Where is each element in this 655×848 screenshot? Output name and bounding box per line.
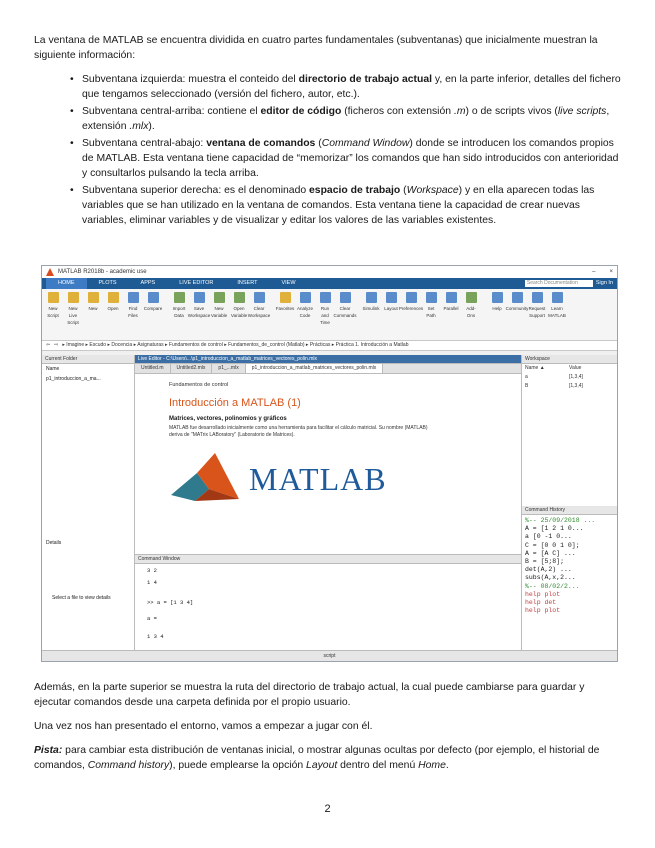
new-variable-button[interactable] [212,292,226,319]
ribbon-label: Run and Time [320,306,330,325]
document-body [34,33,624,230]
path-bar[interactable] [42,341,617,351]
compare-button[interactable] [143,292,163,326]
new-live-script-icon [68,292,79,303]
star-icon [280,292,291,303]
ribbon-label: Preferences [398,306,424,311]
path-icon [426,292,437,303]
window-title: MATLAB R2018b - academic use [58,268,147,275]
cmd-output-line: a = [147,615,157,622]
cmd-output-line: 3 2 [147,567,157,574]
preferences-button[interactable] [398,292,424,319]
parallel-button[interactable] [444,292,458,319]
current-folder-pane [42,355,135,651]
ribbon-label: Community [505,306,529,311]
tab-live-editor[interactable]: LIVE EDITOR [179,280,214,286]
layout-icon [386,292,397,303]
ribbon-group-resources [490,292,564,319]
paragraph-path: Además, en la parte superior se muestra la ruta del directorio de trabajo actual, la cual puede cambiarse para guardar y ejecutar comandos desde una carpeta definida por el propio usuario. [34,682,585,708]
history-item[interactable]: C = [0 0 1 0]; [525,541,580,549]
bullet-bold: ventana de comandos [206,138,316,149]
compare-icon [148,292,159,303]
clock-icon [320,292,331,303]
add-ons-button[interactable] [464,292,478,319]
forward-arrow-icon[interactable]: ⇨ [54,342,59,348]
pane-area [42,355,617,651]
history-item[interactable]: %-- 08/02/2... [525,582,580,590]
bullet-text: Subventana superior derecha: es el denominado [82,185,310,196]
bullet-text: ) y en ella aparecen todas las variables que se han utilizado en la ventana de comandos. Esta ventana tiene la capacidad de crear nuevas variables, eliminar variables y de visualizar y editar los valores de las variables existentes. [82,185,595,226]
ribbon-label: New [88,306,98,311]
command-window-title: Command Window [135,555,521,564]
import-icon [174,292,185,303]
ribbon-label: Learn MATLAB [548,306,566,318]
editor-tab[interactable]: Untitled2.mlx [171,364,213,373]
editor-tabs [135,364,521,374]
history-item[interactable]: det(A,2) ... [525,566,572,574]
cmd-output-line: 1 3 4 [147,633,164,640]
history-item[interactable]: %-- 25/09/2018 ... [525,517,596,524]
simulink-button[interactable] [364,292,378,319]
bullet-text: ) donde se introducen los comandos propios de MATLAB. Esta ventana tiene capacidad de “memorizar” los comandos que han sido introducidos con anterioridad y consultarlos pulsando la tecla arriba. [82,138,619,179]
bullet-text: Subventana central-abajo: [82,138,207,149]
workspace-space [522,391,617,506]
ribbon-group-variable [172,292,271,319]
ribbon-label: New Live Script [67,306,79,325]
tip-italic: Layout [306,760,338,771]
ws-col-name[interactable]: Name ▲ [525,365,545,371]
bullet-text: y, en la parte inferior, detalles del fichero que tengamos seleccionado (versión del fichero, autor, etc.). [82,74,621,100]
workspace-row[interactable] [522,382,617,391]
cmd-input-line: >> a = [1 3 4] [147,599,194,606]
history-item[interactable]: A = [A C] ... [525,549,576,557]
history-title: Command History [522,506,617,515]
page-number: 2 [324,803,331,815]
bullet-editor-pane [34,104,624,134]
ribbon-label: Open [107,306,119,311]
ribbon-label: New Script [47,306,59,318]
history-item[interactable]: subs(A,x,2... [525,574,576,582]
live-heading: Matrices, vectores, polinomios y gráficos [169,416,287,422]
details-label: Details [46,540,62,546]
support-icon [532,292,543,303]
ribbon-label: Find Files [128,306,138,318]
import-data-button[interactable] [172,292,186,319]
command-history[interactable] [522,515,617,651]
ribbon-label: New Variable [210,306,228,318]
membrane-logo-icon [169,451,249,507]
live-paragraph: MATLAB fue desarrollado inicialmente como una herramienta para facilitar el cálculo matricial. Su nombre (MATLAB) deriva de "MATrix LABoratory" (Laboratorio de Matrices). [169,425,428,438]
save-workspace-button[interactable] [187,292,211,319]
request-support-button[interactable] [530,292,544,319]
closing-text [34,680,624,782]
tab-home[interactable]: HOME [46,278,87,289]
ws-var-value: [1,3,4] [569,374,583,380]
find-files-icon [128,292,139,303]
window-controls [592,269,613,276]
open-button[interactable] [106,292,120,326]
tip-italic: Command history [87,760,170,771]
bullet-command-pane [34,136,624,181]
workspace-title: Workspace [522,355,617,364]
command-window[interactable] [135,555,521,651]
history-item[interactable]: help plot [525,607,561,615]
bullet-text: Subventana central-arriba: contiene el [82,106,261,117]
simulink-icon [366,292,377,303]
tip-italic: Home [418,760,446,771]
history-item[interactable]: help det [525,599,557,607]
sign-in-link[interactable]: Sign In [595,280,613,286]
bullet-text: ( [315,138,322,149]
tip-paragraph [34,743,624,773]
tab-view[interactable]: VIEW [281,280,296,286]
favorites-button[interactable] [275,292,295,326]
bullet-italic: Command Window [321,138,410,149]
tip-text: ), puede emplearse la opción [169,760,307,771]
current-folder-title: Current Folder [42,355,134,364]
ribbon-label: Clear Commands [333,306,357,318]
tip-label: Pista: [34,745,63,756]
variable-icon [214,292,225,303]
open-variable-button[interactable] [232,292,246,319]
bullet-bold: editor de código [260,106,342,117]
bullet-italic: live scripts [557,106,607,117]
learn-matlab-button[interactable] [550,292,564,319]
ribbon-label: Clear Workspace [247,306,271,318]
bullet-bold: directorio de trabajo actual [298,74,433,85]
folder-file-item[interactable]: p1_introduccion_a_ma... [46,376,101,382]
new-live-script-button[interactable] [66,292,80,326]
workspace-row[interactable] [522,373,617,382]
add-ons-icon [466,292,477,303]
details-placeholder: Select a file to view details [52,595,111,601]
bullet-workspace-pane [34,183,624,228]
workspace-header [522,364,617,373]
new-script-icon [48,292,59,303]
live-title: Introducción a MATLAB (1) [169,397,301,409]
clear-commands-button[interactable] [333,292,357,326]
new-button[interactable] [86,292,100,326]
ws-col-value[interactable]: Value [569,365,582,371]
ribbon-label: Import Data [172,306,186,318]
ribbon-toolbar [42,289,617,341]
tab-apps[interactable]: APPS [140,280,156,286]
bullet-text: ) o de scripts vivos ( [465,106,558,117]
clear-icon [254,292,265,303]
ribbon-label: Parallel [443,306,459,311]
editor-tab[interactable]: Untitled.m [135,364,171,373]
ribbon-label: Set Path [426,306,436,318]
ribbon-label: Simulink [362,306,380,311]
intro-paragraph: La ventana de MATLAB se encuentra dividida en cuatro partes fundamentales (subventanas) que inicialmente muestran la siguiente información: [34,35,598,61]
bullet-bold: espacio de trabajo [309,185,401,196]
center-pane [135,355,522,651]
new-script-button[interactable] [46,292,60,326]
history-item[interactable]: help plot [525,590,561,598]
history-item[interactable]: a [0 -1 0... [525,533,572,541]
editor-tab[interactable]: p1_...mlx [212,364,245,373]
ribbon-label: Analyze Code [297,306,314,318]
cmd-output-line: 1 4 [147,579,157,586]
save-icon [194,292,205,303]
ribbon-group-code [275,292,357,326]
bullet-text: Subventana izquierda: muestra el conteido del [82,74,299,85]
ribbon-tabs [42,278,617,289]
editor-title: Live Editor - C:\Users\...\p1_introduccion_a_matlab_matrices_vectores_polin.mlx [135,355,521,364]
ribbon-label: Compare [143,306,163,311]
paragraph-start: Una vez nos han presentado el entorno, vamos a empezar a jugar con él. [34,721,373,732]
folder-name-header[interactable]: Name [46,366,60,372]
window-titlebar [42,266,617,278]
ribbon-group-file [46,292,163,326]
ribbon-label: Request Support [528,306,546,318]
ws-var-value: [1,3,4] [569,383,583,389]
tip-text: para cambiar esta distribución de ventanas inicial, o mostrar algunas ocultas por defecto (por ejemplo, el historial de comandos, [34,745,600,771]
matlab-wordmark: MATLAB [249,460,387,497]
tip-text: dentro del menú [337,760,419,771]
analyze-code-button[interactable] [298,292,312,326]
ribbon-group-env [364,292,478,319]
run-and-time-button[interactable] [318,292,332,326]
live-script-content [169,374,429,554]
bullet-italic: .m [453,106,466,117]
eraser-icon [340,292,351,303]
bullet-text: ). [148,121,155,132]
layout-button[interactable] [384,292,398,319]
new-icon [88,292,99,303]
search-area [525,278,617,289]
history-item[interactable]: A = [1 2 1 0... [525,525,584,533]
learn-icon [552,292,563,303]
ribbon-label: Save Workspace [187,306,211,318]
search-input[interactable]: Search Documentation [525,280,593,287]
bullet-text: (ficheros con extensión [341,106,454,117]
matlab-logo-icon [46,268,54,276]
tab-insert[interactable]: INSERT [237,280,258,286]
bullet-list [34,72,624,228]
right-pane [522,355,617,651]
bullet-left-pane [34,72,624,102]
close-icon[interactable]: × [609,268,613,275]
ribbon-label: Open Variable [230,306,248,318]
find-files-button[interactable] [126,292,140,326]
matlab-screenshot [41,265,618,662]
ribbon-label: Help [492,306,502,311]
matlab-logo [169,451,429,507]
parallel-icon [446,292,457,303]
bullet-italic: .mlx [129,121,149,132]
ws-var-name: B [525,383,529,389]
open-variable-icon [234,292,245,303]
ribbon-label: Add-Ons [466,306,476,318]
bullet-text: ( [400,185,407,196]
tab-plots[interactable]: PLOTS [98,280,117,286]
tip-text: . [445,760,449,771]
set-path-button[interactable] [424,292,438,319]
ribbon-label: Favorites [275,306,295,311]
bullet-italic: Workspace [406,185,459,196]
live-editor[interactable] [135,374,521,555]
folder-icon [108,292,119,303]
back-arrow-icon[interactable]: ⇦ [46,342,51,348]
status-bar: script [42,650,617,661]
ribbon-label: Layout [384,306,398,311]
minimize-icon[interactable]: – [592,268,596,275]
current-path[interactable]: ▸ Imagine ▸ Escudo ▸ Docencia ▸ Asignaturas ▸ Fundamentos de control ▸ Fundamentos_de_control (Matlab) ▸ Prácticas ▸ Práctica 1. Introducción a Matlab [62,342,409,348]
ws-var-name: a [525,374,528,380]
history-item[interactable]: B = [5;8]; [525,558,565,566]
live-subtitle: Fundamentos de control [169,382,229,388]
gear-icon [406,292,417,303]
help-icon [492,292,503,303]
editor-tab-active[interactable]: p1_introduccion_a_matlab_matrices_vectores_polin.mlx [246,364,384,373]
community-button[interactable] [505,292,529,319]
analyze-icon [300,292,311,303]
bullet-text: , extensión [82,106,610,132]
clear-workspace-button[interactable] [247,292,271,319]
help-button[interactable] [490,292,504,319]
community-icon [512,292,523,303]
